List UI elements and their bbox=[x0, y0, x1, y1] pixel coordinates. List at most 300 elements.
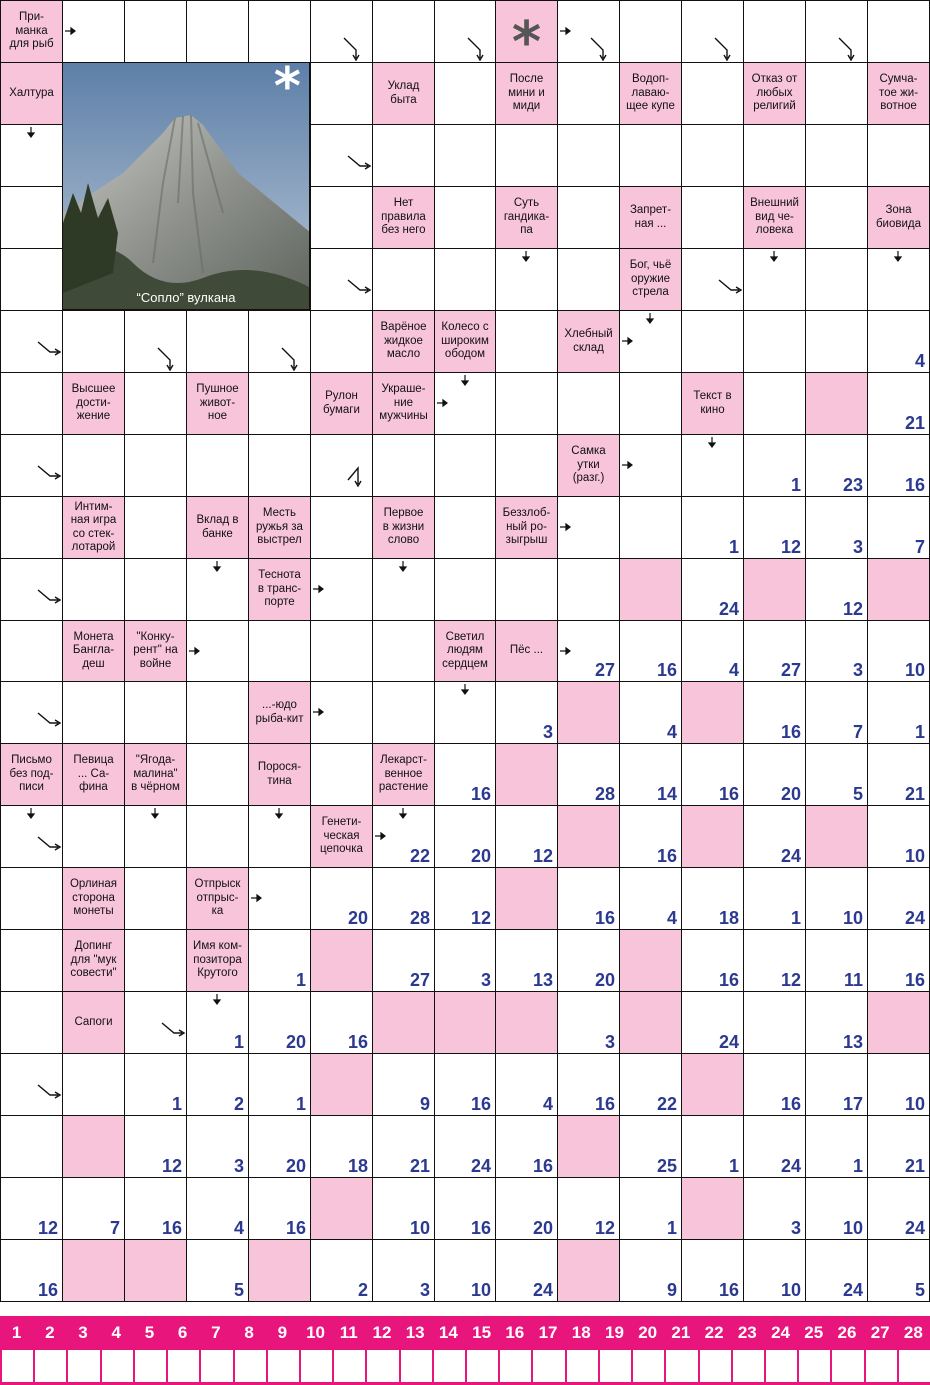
answer-key-cell[interactable] bbox=[565, 1350, 598, 1382]
arrow-right-icon bbox=[374, 829, 388, 843]
cell-number: 4 bbox=[666, 908, 677, 928]
answer-key-cell[interactable] bbox=[830, 1350, 863, 1382]
letter-cell[interactable] bbox=[805, 991, 868, 1054]
letter-cell[interactable] bbox=[495, 1177, 558, 1240]
letter-cell[interactable] bbox=[867, 1177, 930, 1240]
letter-cell[interactable] bbox=[619, 681, 682, 744]
letter-cell[interactable] bbox=[805, 310, 868, 373]
letter-cell[interactable] bbox=[186, 743, 249, 806]
letter-cell[interactable] bbox=[248, 991, 311, 1054]
answer-key-number: 17 bbox=[538, 1323, 558, 1342]
letter-cell[interactable] bbox=[805, 124, 868, 187]
letter-cell[interactable] bbox=[495, 1053, 558, 1116]
letter-cell[interactable] bbox=[867, 434, 930, 497]
letter-cell[interactable] bbox=[495, 558, 558, 621]
arrow-right-icon bbox=[559, 520, 573, 534]
answer-key-cell[interactable] bbox=[797, 1350, 830, 1382]
arrow-down-icon bbox=[519, 250, 533, 264]
answer-key-cell[interactable] bbox=[299, 1350, 332, 1382]
letter-cell[interactable] bbox=[867, 867, 930, 930]
clue-text: Текст в кино bbox=[693, 390, 732, 416]
letter-cell[interactable] bbox=[681, 62, 744, 125]
arrow-right-icon bbox=[188, 644, 202, 658]
answer-key-number: 1 bbox=[11, 1323, 22, 1342]
letter-cell[interactable] bbox=[743, 1177, 806, 1240]
clue-cell bbox=[186, 496, 249, 559]
letter-cell[interactable] bbox=[186, 1115, 249, 1178]
clue-text: Монета Бангла- деш bbox=[72, 630, 115, 670]
letter-cell[interactable] bbox=[867, 1053, 930, 1116]
clue-text: Интим- ная игра со стек- лотарой bbox=[70, 500, 117, 553]
letter-cell[interactable] bbox=[372, 434, 435, 497]
letter-cell[interactable] bbox=[557, 372, 620, 435]
answer-key-cell[interactable] bbox=[365, 1350, 398, 1382]
letter-cell[interactable] bbox=[743, 310, 806, 373]
letter-cell[interactable] bbox=[805, 1115, 868, 1178]
letter-cell[interactable] bbox=[0, 929, 63, 992]
letter-cell[interactable] bbox=[62, 805, 125, 868]
letter-cell[interactable] bbox=[124, 929, 187, 992]
cell-number: 16 bbox=[718, 784, 739, 804]
clue-cell bbox=[310, 372, 373, 435]
cell-number: 20 bbox=[594, 970, 615, 990]
clue-cell bbox=[62, 991, 125, 1054]
answer-key-cell[interactable] bbox=[166, 1350, 199, 1382]
clue-text: Украше- ние мужчины bbox=[379, 383, 428, 423]
letter-cell[interactable] bbox=[743, 372, 806, 435]
cell-number: 20 bbox=[285, 1032, 306, 1052]
arrow-right-icon bbox=[64, 24, 78, 38]
letter-cell[interactable] bbox=[867, 805, 930, 868]
letter-cell[interactable] bbox=[434, 867, 496, 930]
answer-key-number: 6 bbox=[177, 1323, 188, 1342]
letter-cell[interactable] bbox=[124, 1053, 187, 1116]
letter-cell[interactable] bbox=[867, 124, 930, 187]
letter-cell[interactable] bbox=[805, 681, 868, 744]
letter-cell[interactable] bbox=[62, 1177, 125, 1240]
clue-cell bbox=[62, 743, 125, 806]
letter-cell[interactable] bbox=[867, 496, 930, 559]
letter-cell[interactable] bbox=[186, 310, 249, 373]
cell-number: 3 bbox=[790, 1218, 801, 1238]
cell-number: 10 bbox=[904, 846, 925, 866]
bent-arrow-icon bbox=[837, 36, 863, 62]
blocked-cell bbox=[805, 372, 868, 435]
letter-cell[interactable] bbox=[681, 1239, 744, 1302]
cell-number: 18 bbox=[347, 1156, 368, 1176]
letter-cell[interactable] bbox=[62, 434, 125, 497]
letter-cell[interactable] bbox=[557, 124, 620, 187]
clue-cell bbox=[372, 372, 435, 435]
letter-cell[interactable] bbox=[557, 248, 620, 311]
letter-cell[interactable] bbox=[681, 1115, 744, 1178]
clue-cell bbox=[495, 496, 558, 559]
answer-key-cell[interactable] bbox=[133, 1350, 166, 1382]
letter-cell[interactable] bbox=[495, 1115, 558, 1178]
letter-cell[interactable] bbox=[557, 62, 620, 125]
photo-caption: “Сопло” вулкана bbox=[136, 290, 236, 305]
letter-cell[interactable] bbox=[248, 929, 311, 992]
arrow-right-icon bbox=[250, 891, 264, 905]
clue-cell bbox=[0, 0, 63, 63]
answer-key-number: 23 bbox=[737, 1323, 757, 1342]
letter-cell[interactable] bbox=[681, 558, 744, 621]
letter-cell[interactable] bbox=[372, 248, 435, 311]
letter-cell[interactable] bbox=[186, 0, 249, 63]
cell-number: 20 bbox=[347, 908, 368, 928]
letter-cell[interactable] bbox=[0, 991, 63, 1054]
cell-number: 13 bbox=[532, 970, 553, 990]
letter-cell[interactable] bbox=[867, 372, 930, 435]
letter-cell[interactable] bbox=[743, 991, 806, 1054]
clue-cell bbox=[186, 372, 249, 435]
letter-cell[interactable] bbox=[248, 1053, 311, 1116]
clue-text: Первое в жизни слово bbox=[382, 507, 425, 547]
letter-cell[interactable] bbox=[62, 310, 125, 373]
letter-cell[interactable] bbox=[619, 124, 682, 187]
letter-cell[interactable] bbox=[310, 62, 373, 125]
letter-cell[interactable] bbox=[743, 929, 806, 992]
letter-cell[interactable] bbox=[124, 0, 187, 63]
clue-cell bbox=[867, 62, 930, 125]
clue-cell bbox=[619, 248, 682, 311]
letter-cell[interactable] bbox=[248, 372, 311, 435]
letter-cell[interactable] bbox=[805, 1177, 868, 1240]
letter-cell[interactable] bbox=[124, 1177, 187, 1240]
letter-cell[interactable] bbox=[743, 620, 806, 682]
letter-cell[interactable] bbox=[805, 1239, 868, 1302]
letter-cell[interactable] bbox=[0, 248, 63, 311]
letter-cell[interactable] bbox=[681, 310, 744, 373]
cell-number: 12 bbox=[594, 1218, 615, 1238]
letter-cell[interactable] bbox=[0, 1115, 63, 1178]
letter-cell[interactable] bbox=[805, 62, 868, 125]
letter-cell[interactable] bbox=[619, 372, 682, 435]
answer-key-cell[interactable] bbox=[531, 1350, 564, 1382]
letter-cell[interactable] bbox=[619, 0, 682, 63]
letter-cell[interactable] bbox=[310, 991, 373, 1054]
cell-number: 27 bbox=[780, 660, 801, 680]
letter-cell[interactable] bbox=[743, 0, 806, 63]
letter-cell[interactable] bbox=[743, 496, 806, 559]
cell-number: 16 bbox=[594, 1094, 615, 1114]
letter-cell[interactable] bbox=[867, 620, 930, 682]
letter-cell[interactable] bbox=[495, 434, 558, 497]
answer-key-cell[interactable] bbox=[399, 1350, 432, 1382]
letter-cell[interactable] bbox=[434, 124, 496, 187]
cell-number: 1 bbox=[666, 1218, 677, 1238]
clue-text: ...-юдо рыба-кит bbox=[255, 699, 304, 725]
letter-cell[interactable] bbox=[681, 991, 744, 1054]
letter-cell[interactable] bbox=[124, 867, 187, 930]
letter-cell[interactable] bbox=[867, 310, 930, 373]
answer-key-number: 25 bbox=[804, 1323, 824, 1342]
cell-number: 10 bbox=[409, 1218, 430, 1238]
letter-cell[interactable] bbox=[805, 620, 868, 682]
cell-number: 14 bbox=[656, 784, 677, 804]
letter-cell[interactable] bbox=[124, 496, 187, 559]
letter-cell[interactable] bbox=[743, 867, 806, 930]
letter-cell[interactable] bbox=[124, 1115, 187, 1178]
letter-cell[interactable] bbox=[434, 186, 496, 249]
letter-cell[interactable] bbox=[681, 929, 744, 992]
cell-number: 18 bbox=[718, 908, 739, 928]
letter-cell[interactable] bbox=[434, 743, 496, 806]
letter-cell[interactable] bbox=[372, 1115, 435, 1178]
blocked-cell bbox=[867, 558, 930, 621]
answer-key-cell[interactable] bbox=[66, 1350, 99, 1382]
letter-cell[interactable] bbox=[310, 1239, 373, 1302]
letter-cell[interactable] bbox=[434, 1177, 496, 1240]
letter-cell[interactable] bbox=[248, 0, 311, 63]
cell-number: 1 bbox=[728, 1156, 739, 1176]
letter-cell[interactable] bbox=[310, 1115, 373, 1178]
letter-cell[interactable] bbox=[434, 929, 496, 992]
letter-cell[interactable] bbox=[186, 805, 249, 868]
letter-cell[interactable] bbox=[495, 372, 558, 435]
letter-cell[interactable] bbox=[186, 1177, 249, 1240]
clue-cell bbox=[495, 620, 558, 682]
answer-key-cell[interactable] bbox=[33, 1350, 66, 1382]
letter-cell[interactable] bbox=[495, 681, 558, 744]
letter-cell[interactable] bbox=[62, 1053, 125, 1116]
letter-cell[interactable] bbox=[805, 1053, 868, 1116]
answer-key-cell[interactable] bbox=[465, 1350, 498, 1382]
letter-cell[interactable] bbox=[124, 372, 187, 435]
letter-cell[interactable] bbox=[867, 0, 930, 63]
answer-key-cell[interactable] bbox=[332, 1350, 365, 1382]
blocked-cell bbox=[867, 991, 930, 1054]
letter-cell[interactable] bbox=[372, 1177, 435, 1240]
letter-cell[interactable] bbox=[124, 681, 187, 744]
letter-cell[interactable] bbox=[557, 1053, 620, 1116]
letter-cell[interactable] bbox=[372, 867, 435, 930]
letter-cell[interactable] bbox=[805, 867, 868, 930]
letter-cell[interactable] bbox=[310, 496, 373, 559]
cell-number: 20 bbox=[285, 1156, 306, 1176]
clue-text: Варёное жидкое масло bbox=[380, 321, 427, 361]
letter-cell[interactable] bbox=[867, 743, 930, 806]
letter-cell[interactable] bbox=[557, 558, 620, 621]
clue-cell bbox=[557, 310, 620, 373]
answer-key-cell[interactable] bbox=[731, 1350, 764, 1382]
cell-number: 12 bbox=[161, 1156, 182, 1176]
answer-key-cell[interactable] bbox=[199, 1350, 232, 1382]
letter-cell[interactable] bbox=[619, 496, 682, 559]
answer-key-cell[interactable] bbox=[0, 1350, 33, 1382]
letter-cell[interactable] bbox=[681, 124, 744, 187]
letter-cell[interactable] bbox=[310, 310, 373, 373]
answer-key-cell[interactable] bbox=[897, 1350, 930, 1382]
letter-cell[interactable] bbox=[557, 867, 620, 930]
letter-cell[interactable] bbox=[557, 743, 620, 806]
letter-cell[interactable] bbox=[434, 1239, 496, 1302]
letter-cell[interactable] bbox=[372, 0, 435, 63]
letter-cell[interactable] bbox=[743, 1115, 806, 1178]
bent-arrow-icon bbox=[36, 1081, 62, 1107]
answer-key-cell[interactable] bbox=[233, 1350, 266, 1382]
answer-key-cell[interactable] bbox=[864, 1350, 897, 1382]
cell-number: 1 bbox=[790, 908, 801, 928]
cell-number: 16 bbox=[470, 1094, 491, 1114]
answer-key-cell[interactable] bbox=[598, 1350, 631, 1382]
letter-cell[interactable] bbox=[743, 124, 806, 187]
letter-cell[interactable] bbox=[186, 1239, 249, 1302]
letter-cell[interactable] bbox=[372, 929, 435, 992]
letter-cell[interactable] bbox=[434, 434, 496, 497]
arrow-down-icon bbox=[24, 126, 38, 140]
cell-number: 10 bbox=[470, 1280, 491, 1300]
cell-number: 5 bbox=[852, 784, 863, 804]
bent-arrow-icon bbox=[342, 36, 368, 62]
letter-cell[interactable] bbox=[743, 434, 806, 497]
letter-cell[interactable] bbox=[495, 929, 558, 992]
letter-cell[interactable] bbox=[0, 1239, 63, 1302]
letter-cell[interactable] bbox=[805, 929, 868, 992]
letter-cell[interactable] bbox=[0, 186, 63, 249]
letter-cell[interactable] bbox=[867, 1115, 930, 1178]
letter-cell[interactable] bbox=[619, 867, 682, 930]
answer-key-number: 4 bbox=[111, 1323, 121, 1342]
clue-cell bbox=[248, 496, 311, 559]
letter-cell[interactable] bbox=[805, 558, 868, 621]
letter-cell[interactable] bbox=[495, 805, 558, 868]
letter-cell[interactable] bbox=[0, 867, 63, 930]
blocked-cell bbox=[557, 681, 620, 744]
letter-cell[interactable] bbox=[681, 620, 744, 682]
clue-text: Внешний вид че- ловека bbox=[750, 197, 799, 237]
letter-cell[interactable] bbox=[681, 867, 744, 930]
letter-cell[interactable] bbox=[0, 620, 63, 682]
cell-number: 24 bbox=[780, 846, 801, 866]
letter-cell[interactable] bbox=[372, 124, 435, 187]
cell-number: 27 bbox=[409, 970, 430, 990]
answer-key-cell[interactable] bbox=[266, 1350, 299, 1382]
letter-cell[interactable] bbox=[619, 620, 682, 682]
clue-text: "Ягода- малина" в чёрном bbox=[131, 754, 180, 794]
letter-cell[interactable] bbox=[372, 1239, 435, 1302]
letter-cell[interactable] bbox=[434, 805, 496, 868]
letter-cell[interactable] bbox=[62, 558, 125, 621]
letter-cell[interactable] bbox=[619, 743, 682, 806]
letter-cell[interactable] bbox=[495, 310, 558, 373]
letter-cell[interactable] bbox=[0, 496, 63, 559]
clue-cell bbox=[557, 434, 620, 497]
answer-key-cell[interactable] bbox=[698, 1350, 731, 1382]
clue-cell bbox=[248, 743, 311, 806]
letter-cell[interactable] bbox=[434, 496, 496, 559]
letter-cell[interactable] bbox=[434, 1053, 496, 1116]
letter-cell[interactable] bbox=[124, 558, 187, 621]
cell-number: 16 bbox=[285, 1218, 306, 1238]
answer-key-cell[interactable] bbox=[764, 1350, 797, 1382]
letter-cell[interactable] bbox=[186, 1053, 249, 1116]
letter-cell[interactable] bbox=[867, 681, 930, 744]
cell-number: 9 bbox=[666, 1280, 677, 1300]
letter-cell[interactable] bbox=[805, 434, 868, 497]
letter-cell[interactable] bbox=[743, 1239, 806, 1302]
letter-cell[interactable] bbox=[619, 1115, 682, 1178]
letter-cell[interactable] bbox=[867, 929, 930, 992]
letter-cell[interactable] bbox=[867, 1239, 930, 1302]
cell-number: 27 bbox=[594, 660, 615, 680]
letter-cell[interactable] bbox=[248, 620, 311, 682]
letter-cell[interactable] bbox=[495, 124, 558, 187]
clue-text: Лекарст- венное растение bbox=[378, 754, 429, 794]
letter-cell[interactable] bbox=[310, 867, 373, 930]
letter-cell[interactable] bbox=[372, 1053, 435, 1116]
letter-cell[interactable] bbox=[248, 434, 311, 497]
answer-key-cell[interactable] bbox=[432, 1350, 465, 1382]
bent-arrow-icon bbox=[36, 462, 62, 488]
answer-key-number: 20 bbox=[638, 1323, 658, 1342]
letter-cell[interactable] bbox=[310, 186, 373, 249]
letter-cell[interactable] bbox=[681, 496, 744, 559]
cell-number: 16 bbox=[161, 1218, 182, 1238]
blocked-cell bbox=[619, 929, 682, 992]
letter-cell[interactable] bbox=[495, 1239, 558, 1302]
letter-cell[interactable] bbox=[743, 1053, 806, 1116]
letter-cell[interactable] bbox=[557, 991, 620, 1054]
letter-cell[interactable] bbox=[619, 1053, 682, 1116]
letter-cell[interactable] bbox=[743, 681, 806, 744]
letter-cell[interactable] bbox=[805, 496, 868, 559]
letter-cell[interactable] bbox=[310, 620, 373, 682]
letter-cell[interactable] bbox=[372, 620, 435, 682]
letter-cell[interactable] bbox=[434, 558, 496, 621]
letter-cell[interactable] bbox=[557, 186, 620, 249]
bent-arrow-icon bbox=[280, 346, 306, 372]
letter-cell[interactable] bbox=[0, 372, 63, 435]
blocked-cell bbox=[62, 1115, 125, 1178]
letter-cell[interactable] bbox=[805, 186, 868, 249]
arrow-down-icon bbox=[148, 807, 162, 821]
letter-cell[interactable] bbox=[310, 743, 373, 806]
letter-cell[interactable] bbox=[372, 681, 435, 744]
letter-cell[interactable] bbox=[434, 1115, 496, 1178]
letter-cell[interactable] bbox=[434, 248, 496, 311]
letter-cell[interactable] bbox=[805, 743, 868, 806]
letter-cell[interactable] bbox=[557, 1177, 620, 1240]
letter-cell[interactable] bbox=[681, 186, 744, 249]
letter-cell[interactable] bbox=[124, 434, 187, 497]
letter-cell[interactable] bbox=[619, 805, 682, 868]
letter-cell[interactable] bbox=[0, 1177, 63, 1240]
letter-cell[interactable] bbox=[186, 681, 249, 744]
letter-cell[interactable] bbox=[743, 805, 806, 868]
letter-cell[interactable] bbox=[619, 1177, 682, 1240]
letter-cell[interactable] bbox=[434, 62, 496, 125]
answer-key-number: 19 bbox=[604, 1323, 624, 1342]
letter-cell[interactable] bbox=[186, 434, 249, 497]
letter-cell[interactable] bbox=[62, 681, 125, 744]
answer-key-cell[interactable] bbox=[631, 1350, 664, 1382]
cell-number: 10 bbox=[904, 660, 925, 680]
letter-cell[interactable] bbox=[557, 929, 620, 992]
letter-cell[interactable] bbox=[248, 1177, 311, 1240]
clue-cell bbox=[372, 496, 435, 559]
letter-cell[interactable] bbox=[248, 1115, 311, 1178]
answer-key-cell[interactable] bbox=[498, 1350, 531, 1382]
clue-text: Самка утки (разг.) bbox=[571, 445, 606, 485]
answer-key-cell[interactable] bbox=[664, 1350, 697, 1382]
answer-key-cell[interactable] bbox=[100, 1350, 133, 1382]
letter-cell[interactable] bbox=[805, 248, 868, 311]
clue-cell bbox=[62, 929, 125, 992]
letter-cell[interactable] bbox=[681, 743, 744, 806]
letter-cell[interactable] bbox=[743, 743, 806, 806]
letter-cell[interactable] bbox=[619, 1239, 682, 1302]
